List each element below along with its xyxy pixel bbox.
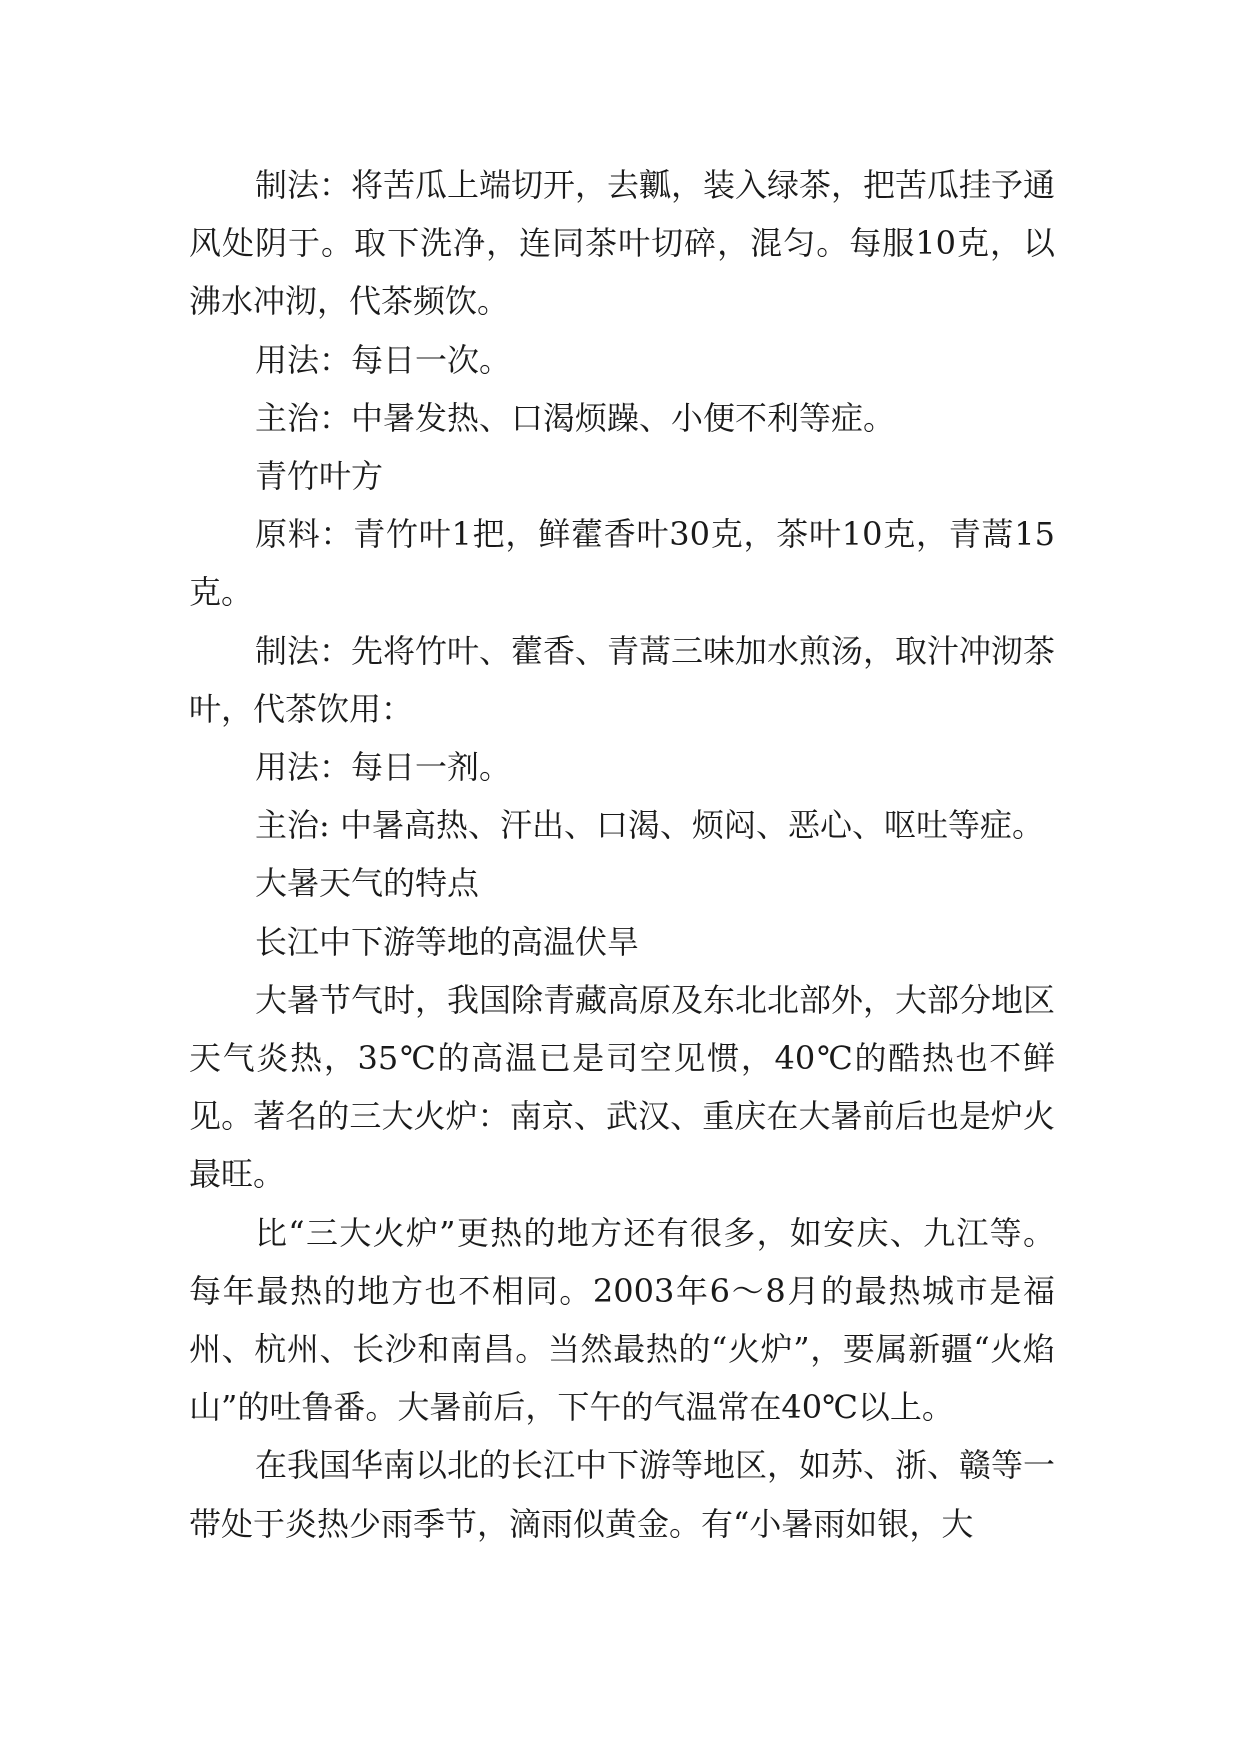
paragraph-usage-1: 用法：每日一次。 — [255, 340, 512, 379]
paragraph-indication-2: 主治: 中暑高热、汗出、口渴、烦闷、恶心、呕吐等症。 — [255, 806, 1044, 845]
paragraph-yangtze-region: 在我国华南以北的长江中下游等地区，如苏、浙、赣等一带处于炎热少雨季节，滴雨似黄金。有“小暑雨如银，大 — [189, 1446, 1056, 1543]
paragraph-usage-2: 用法：每日一剂。 — [255, 748, 512, 787]
section-heading-weather: 大暑天气的特点 — [255, 864, 480, 903]
paragraph-indication-1: 主治：中暑发热、口渴烦躁、小便不利等症。 — [255, 398, 896, 437]
recipe-heading-bamboo-leaf: 青竹叶方 — [255, 457, 384, 496]
document-body — [189, 156, 1055, 1553]
paragraph-ingredients: 原料：青竹叶1把，鲜藿香叶30克，茶叶10克，青蒿15克。 — [189, 515, 1055, 612]
paragraph-heat-overview: 大暑节气时，我国除青藏高原及东北北部外，大部分地区天气炎热，35℃的高温已是司空见惯，40℃的酷热也不鲜见。著名的三大火炉：南京、武汉、重庆在大暑前后也是炉火最旺。 — [189, 980, 1056, 1194]
paragraph-preparation-2: 制法：先将竹叶、藿香、青蒿三味加水煎汤，取汁冲沏茶叶，代茶饮用： — [189, 631, 1056, 728]
paragraph-preparation-1: 制法：将苦瓜上端切开，去瓤，装入绿茶，把苦瓜挂予通风处阴于。取下洗净，连同茶叶切碎，混匀。每服10克，以沸水冲沏，代茶频饮。 — [189, 166, 1056, 321]
paragraph-hottest-places: 比“三大火炉”更热的地方还有很多，如安庆、九江等。每年最热的地方也不相同。2003年6～8月的最热城市是福州、杭州、长沙和南昌。当然最热的“火炉”，要属新疆“火焰山”的吐鲁番。大暑前后，下午的气温常在40℃以上。 — [189, 1213, 1055, 1427]
subsection-heading-drought: 长江中下游等地的高温伏旱 — [255, 922, 640, 961]
